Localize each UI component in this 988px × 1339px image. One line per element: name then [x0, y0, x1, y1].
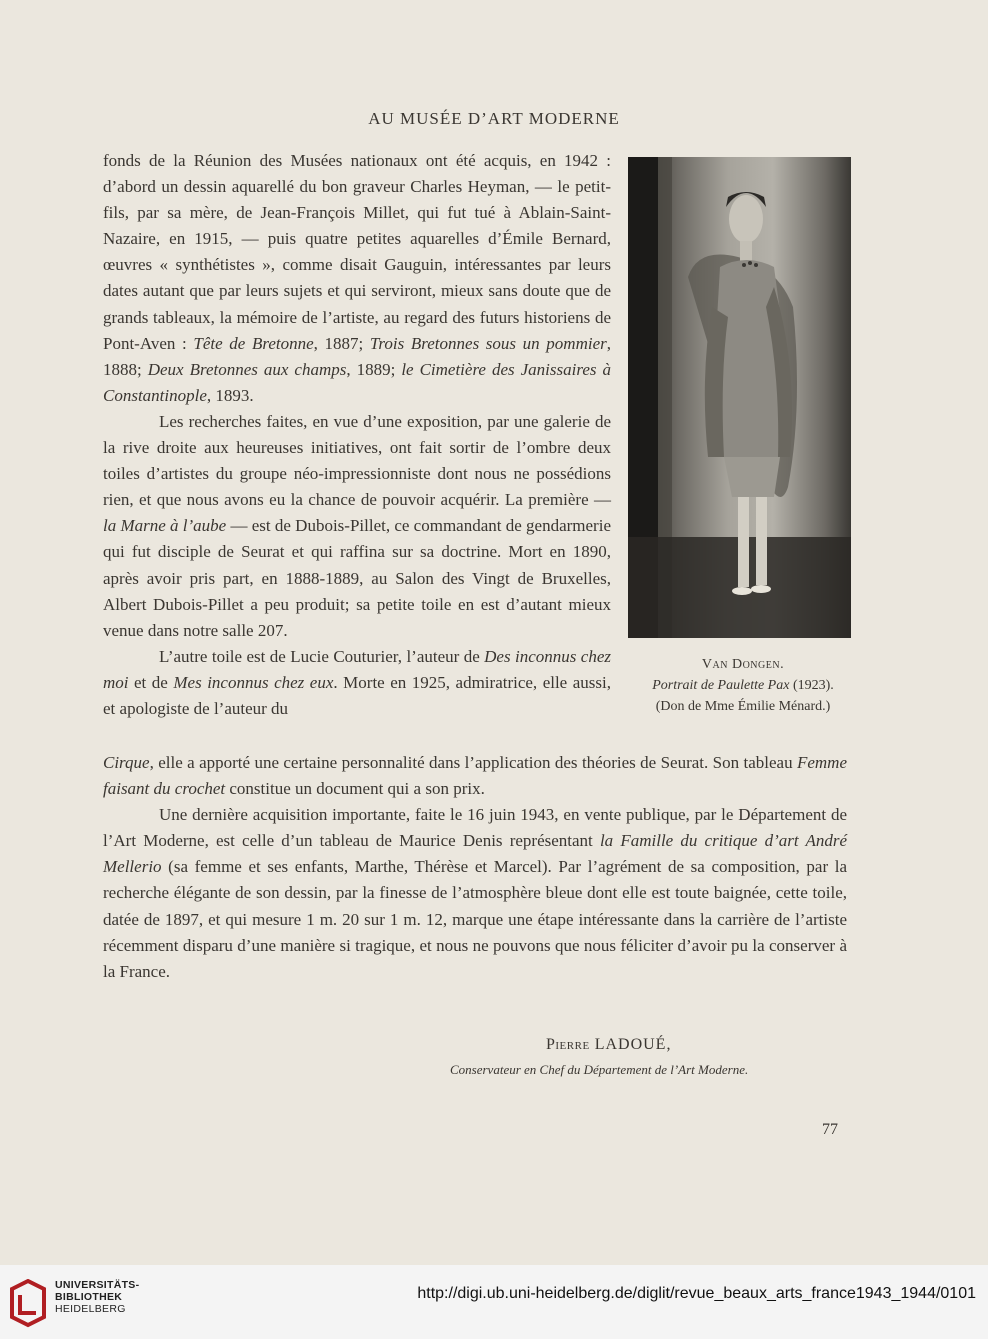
text-run: L’autre toile est de Lucie Couturier, l’auteur de — [159, 646, 485, 666]
library-logo-icon — [8, 1279, 50, 1329]
author-last-name: LADOUÉ, — [594, 1036, 672, 1053]
left-column — [103, 148, 611, 722]
library-name-line: BIBLIOTHEK — [55, 1291, 123, 1303]
painting-reproduction — [628, 157, 851, 638]
paragraph-4 — [103, 802, 847, 985]
text-run: , 1889; — [346, 359, 402, 379]
text-run: Les recherches faites, en vue d’une exposition, par une galerie de la rive droite aux heureuses initiatives, ont fait sortir de l’ombre deux toiles d’artistes du groupe néo-impressionniste dont nous ne possédions rien, et que nous avons eu la chance de pouvoir acquérir. La première — — [103, 411, 611, 510]
caption-title-line — [630, 675, 856, 696]
text-run: , 1887; — [313, 333, 370, 353]
artwork-title: la Marne à l’aube — [103, 516, 227, 536]
paragraph-1 — [103, 148, 611, 409]
library-name — [55, 1279, 139, 1315]
artwork-title: la Famille du critique d’art André Mellerio — [103, 831, 847, 877]
text-run: constitue un document qui a son prix. — [225, 779, 485, 799]
text-run: — est de Dubois-Pillet, ce commandant de gendarmerie qui fut disciple de Seurat et qui raffina sur sa doctrine. Mort en 1890, après avoir pris part, en 1888-1889, au Salon des Vingt de Bruxelles, Albert Dubois-Pillet a peu produit; sa petite toile en est d’autant mieux venue dans notre salle 207. — [103, 516, 611, 640]
author-signature — [546, 1036, 671, 1054]
running-head: AU MUSÉE D’ART MODERNE — [368, 109, 620, 128]
caption-donation: (Don de Mme Émilie Ménard.) — [655, 699, 831, 714]
author-title: Conservateur en Chef du Département de l’Art Moderne. — [450, 1062, 749, 1077]
full-width-text — [103, 750, 847, 985]
source-url-link[interactable]: http://digi.ub.uni-heidelberg.de/diglit/revue_beaux_arts_france1943_1944/0101 — [417, 1285, 976, 1302]
text-run: et de — [128, 672, 174, 692]
text-run: , 1893. — [206, 385, 254, 405]
artwork-title: Deux Bretonnes aux champs — [147, 359, 347, 379]
artwork-title: le Cimetière des Janissaires à Constantinople — [103, 359, 611, 405]
book-title: Mes inconnus chez eux — [173, 672, 334, 692]
book-title: Des inconnus chez moi — [103, 646, 611, 692]
author-first-name: Pierre — [546, 1036, 590, 1053]
caption-year: (1923). — [789, 678, 834, 693]
library-footer — [0, 1265, 988, 1339]
library-name-line: UNIVERSITÄTS- — [55, 1279, 140, 1291]
text-run: Une dernière acquisition importante, faite le 16 juin 1943, en vente publique, par le Département de l’Art Moderne, est celle d’un tableau de Maurice Denis représentant — [103, 805, 847, 851]
paragraph-3-continued — [103, 750, 847, 802]
library-name-line: HEIDELBERG — [55, 1303, 126, 1315]
page-number: 77 — [822, 1121, 838, 1138]
paragraph-3 — [103, 644, 611, 722]
text-run: . Morte en 1925, admiratrice, elle aussi, et apologiste de l’auteur du — [103, 672, 611, 718]
portrait-figure-illustration — [628, 157, 851, 638]
text-run: , elle a apporté une certaine personnalité dans l’application des théories de Seurat. Son tableau — [149, 753, 797, 772]
figure-caption — [630, 654, 856, 717]
text-run: fonds de la Réunion des Musées nationaux ont été acquis, en 1942 : d’abord un dessin aquarellé du bon graveur Charles Heyman, — le petit-fils, par sa mère, de Jean-François Millet, qui fut tué à Ablain-Saint-Nazaire, en 1915, — puis quatre petites aquarelles d’Émile Bernard, œuvres « synthétistes », comme disait Gauguin, intéressantes par leurs dates autant que par leurs sujets et qui serviront, mieux sans doute que de grands tableaux, la mémoire de l’artiste, au regard des futurs historiens de Pont-Aven : — [103, 151, 611, 353]
caption-artist: Van Dongen. — [701, 657, 785, 672]
artwork-title: Femme faisant du crochet — [103, 753, 847, 799]
caption-title: Portrait de Paulette Pax — [652, 678, 790, 693]
book-title: Cirque — [103, 753, 150, 772]
text-run: , 1888; — [103, 333, 611, 379]
paragraph-2 — [103, 409, 611, 644]
text-run: (sa femme et ses enfants, Marthe, Thérèse et Marcel). Par l’agrément de sa composition, par la recherche élégante de son dessin, par la finesse de l’atmosphère bleue dont elle est toute baignée, cette toile, datée de 1897, et qui mesure 1 m. 20 sur 1 m. 12, marque une étape intéressante dans la carrière de l’artiste récemment disparu d’une manière si tragique, et nous ne pouvons que nous féliciter d’avoir pu la conserver à la France. — [103, 857, 847, 981]
artwork-title: Trois Bretonnes sous un pommier — [369, 333, 607, 353]
artwork-title: Tête de Bretonne — [193, 333, 314, 353]
